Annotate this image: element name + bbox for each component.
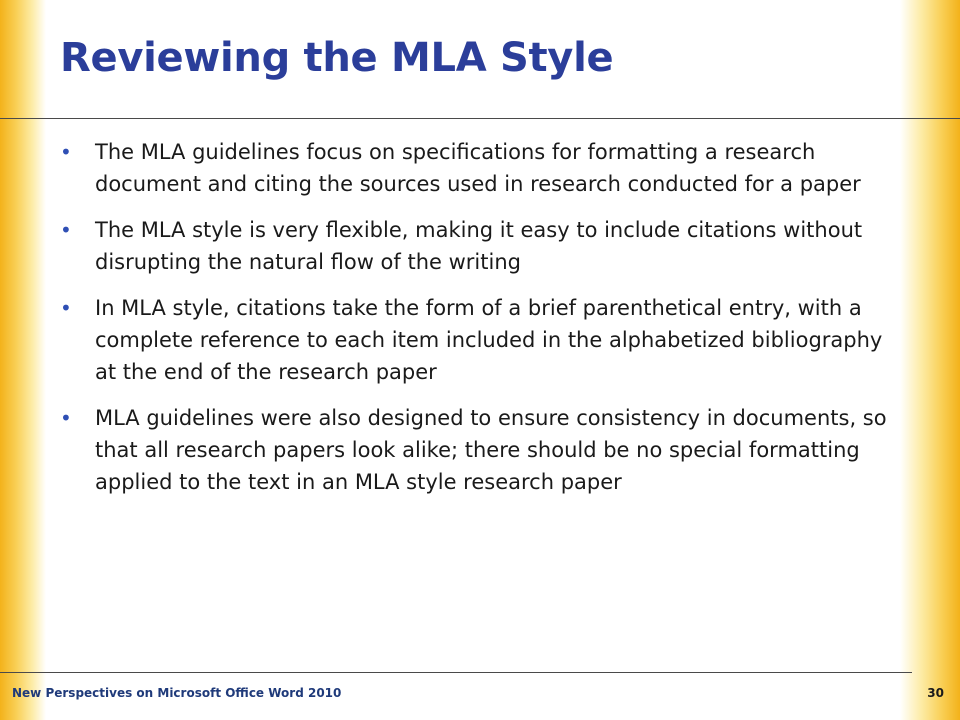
bullet-item: [60, 136, 905, 200]
bullet-text: In MLA style, citations take the form of a brief parenthetical entry, with a complete reference to each item included in the alphabetized bibliography at the end of the research paper: [95, 296, 883, 384]
title-divider: [0, 118, 960, 119]
bullet-item: [60, 214, 905, 278]
bullet-item: [60, 292, 905, 388]
bullet-marker-icon: •: [60, 140, 72, 164]
bullet-item: [60, 402, 905, 498]
left-gradient-band: [0, 0, 46, 720]
bullet-text: MLA guidelines were also designed to ensure consistency in documents, so that all research papers look alike; there should be no special formatting applied to the text in an MLA style research paper: [95, 406, 887, 494]
bullet-marker-icon: •: [60, 406, 72, 430]
footer-divider: [0, 672, 912, 673]
bullet-marker-icon: •: [60, 218, 72, 242]
right-gradient-band: [900, 0, 960, 720]
bullet-text: The MLA guidelines focus on specifications for formatting a research document and citing the sources used in research conducted for a paper: [95, 140, 861, 196]
footer-text: New Perspectives on Microsoft Office Word 2010: [12, 686, 342, 700]
bullet-text: The MLA style is very flexible, making it easy to include citations without disrupting the natural flow of the writing: [95, 218, 863, 274]
bullet-marker-icon: •: [60, 296, 72, 320]
bullet-list: [60, 136, 905, 512]
slide-title: Reviewing the MLA Style: [60, 35, 614, 81]
page-number: 30: [927, 686, 944, 700]
